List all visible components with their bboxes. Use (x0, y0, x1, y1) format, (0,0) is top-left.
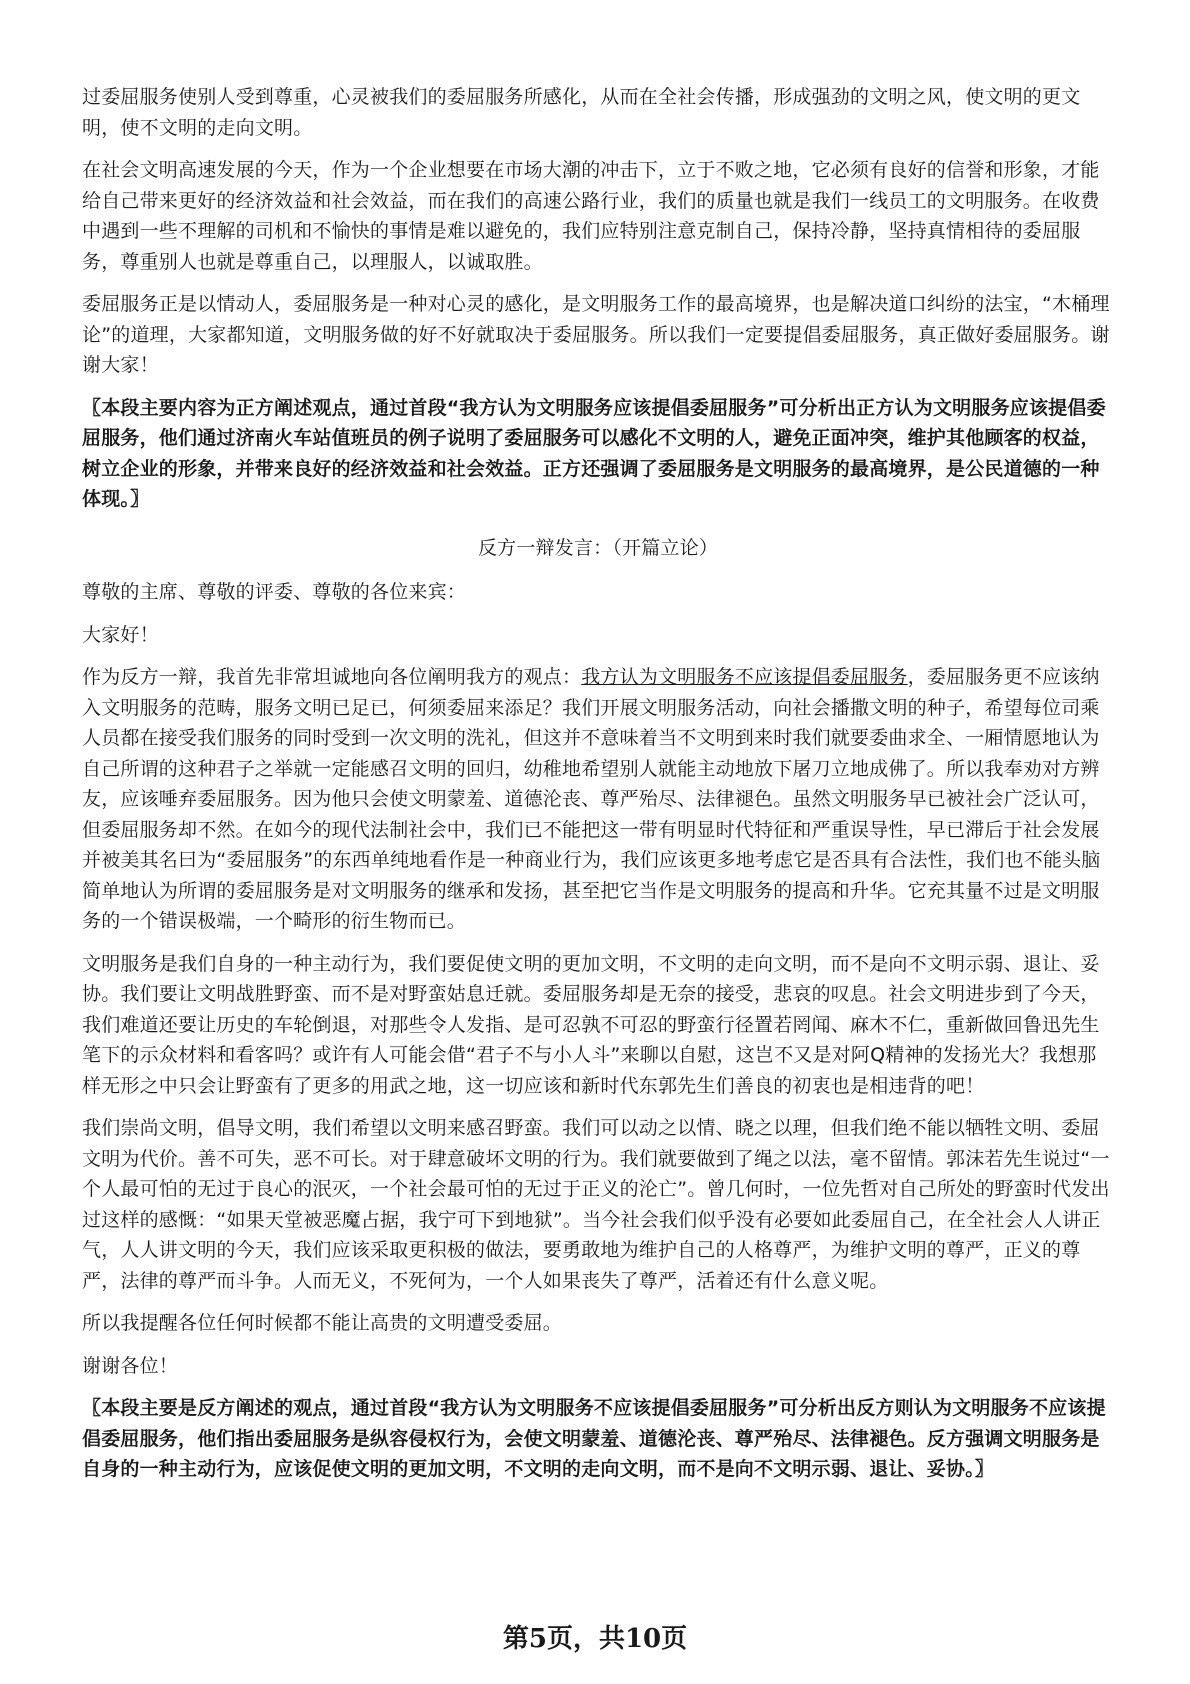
thanks: 谢谢各位！ (82, 1354, 179, 1377)
summary-negative: 〖本段主要是反方阐述的观点，通过首段“我方认为文明服务不应该提倡委屈服务”可分析出反方则认为文明服务不应该提倡委屈服务，他们指出委屈服务是纵容侵权行为，会使文明蒙羞、道德沦丧、尊严殆尽、法律褪色。反方强调文明服务是自身的一种主动行为，应该促使文明的更加文明，不文明的走向文明，而不是向不文明示弱、退让、妥协。〗 (82, 1397, 1106, 1480)
section-heading: 反方一辩发言：（开篇立论） (477, 536, 719, 559)
paragraph-3: 委屈服务正是以情动人，委屈服务是一种对心灵的感化，是文明服务工作的最高境界，也是解决道口纠纷的法宝，“木桶理论”的道理，大家都知道，文明服务做的好不好就取决于委屈服务。所以我们一定要提倡委屈服务，真正做好委屈服务。谢谢大家！ (82, 293, 1110, 376)
document-body (82, 82, 1114, 1503)
page-number: 第5页，共10页 (502, 1624, 688, 1654)
summary-affirmative: 〖本段主要内容为正方阐述观点，通过首段“我方认为文明服务应该提倡委屈服务”可分析出正方认为文明服务应该提倡委屈服务，他们通过济南火车站值班员的例子说明了委屈服务可以感化不文明的人，避免正面冲突，维护其他顾客的权益，树立企业的形象，并带来良好的经济效益和社会效益。正方还强调了委屈服务是文明服务的最高境界，是公民道德的一种体现。〗 (82, 396, 1106, 510)
paragraph-4-intro: 作为反方一辩，我首先非常坦诚地向各位阐明我方的观点： (82, 666, 582, 688)
paragraph-4-body: ，委屈服务更不应该纳入文明服务的范畴，服务文明已足已，何须委屈来添足？我们开展文明服务活动，向社会播撒文明的种子，希望每位司乘人员都在接受我们服务的同时受到一次文明的洗礼，但这并不意味着当不文明到来时我们就要委曲求全、一厢情愿地认为自己所谓的这种君子之举就一定能感召文明的回归，幼稚地希望别人就能主动地放下屠刀立地成佛了。所以我奉劝对方辨友，应该唾弃委屈服务。因为他只会使文明蒙羞、道德沦丧、尊严殆尽、法律褪色。虽然文明服务早已被社会广泛认可，但委屈服务却不然。在如今的现代法制社会中，我们已不能把这一带有明显时代特征和严重误导性，早已滞后于社会发展并被美其名曰为“委屈服务”的东西单纯地看作是一种商业行为，我们应该更多地考虑它是否具有合法性，我们也不能头脑简单地认为所谓的委屈服务是对文明服务的继承和发扬，甚至把它当作是文明服务的提高和升华。它充其量不过是文明服务的一个错误极端，一个畸形的衍生物而已。 (82, 666, 1101, 932)
paragraph-4 (82, 662, 1114, 937)
paragraph-5: 文明服务是我们自身的一种主动行为，我们要促使文明的更加文明，不文明的走向文明，而不是向不文明示弱、退让、妥协。我们要让文明战胜野蛮、而不是对野蛮姑息迁就。委屈服务却是无奈的接受，悲哀的叹息。社会文明进步到了今天，我们难道还要让历史的车轮倒退，对那些令人发指、是可忍孰不可忍的野蛮行径置若罔闻、麻木不仁，重新做回鲁迅先生笔下的示众材料和看客吗？或许有人可能会借“君子不与小人斗”来聊以自慰，这岂不又是对阿Q精神的发扬光大？我想那样无形之中只会让野蛮有了更多的用武之地，这一切应该和新时代东郭先生们善良的初衷也是相违背的吧！ (82, 952, 1100, 1097)
paragraph-1: 过委屈服务使别人受到尊重，心灵被我们的委屈服务所感化，从而在全社会传播，形成强劲的文明之风，使文明的更文明，使不文明的走向文明。 (82, 86, 1081, 139)
hello: 大家好！ (82, 623, 159, 646)
paragraph-7: 所以我提醒各位任何时候都不能让高贵的文明遭受委屈。 (82, 1312, 563, 1334)
paragraph-2: 在社会文明高速发展的今天，作为一个企业想要在市场大潮的冲击下，立于不败之地，它必须有良好的信誉和形象，才能给自己带来更好的经济效益和社会效益，而在我们的高速公路行业，我们的质量也就是我们一线员工的文明服务。在收费中遇到一些不理解的司机和不愉快的事情是难以避免的，我们应特别注意克制自己，保持冷静，坚持真情相待的委屈服务，尊重别人也就是尊重自己，以理服人，以诚取胜。 (82, 159, 1100, 273)
paragraph-6: 我们崇尚文明，倡导文明，我们希望以文明来感召野蛮。我们可以动之以情、晓之以理，但我们绝不能以牺牲文明、委屈文明为代价。善不可失，恶不可长。对于肆意破坏文明的行为。我们就要做到了绳之以法，毫不留情。郭沫若先生说过“一个人最可怕的无过于良心的泯灭，一个社会最可怕的无过于正义的沦亡”。曾几何时，一位先哲对自己所处的野蛮时代发出过这样的感慨：“如果天堂被恶魔占据，我宁可下到地狱”。当今社会我们似乎没有必要如此委屈自己，在全社会人人讲正气，人人讲文明的今天，我们应该采取更积极的做法，要勇敢地为维护自己的人格尊严，为维护文明的尊严，正义的尊严，法律的尊严而斗争。人而无义，不死何为，一个人如果丧失了尊严，活着还有什么意义呢。 (82, 1117, 1110, 1292)
greeting: 尊敬的主席、尊敬的评委、尊敬的各位来宾： (82, 581, 467, 603)
thesis-underlined: 我方认为文明服务不应该提倡委屈服务 (581, 666, 908, 688)
